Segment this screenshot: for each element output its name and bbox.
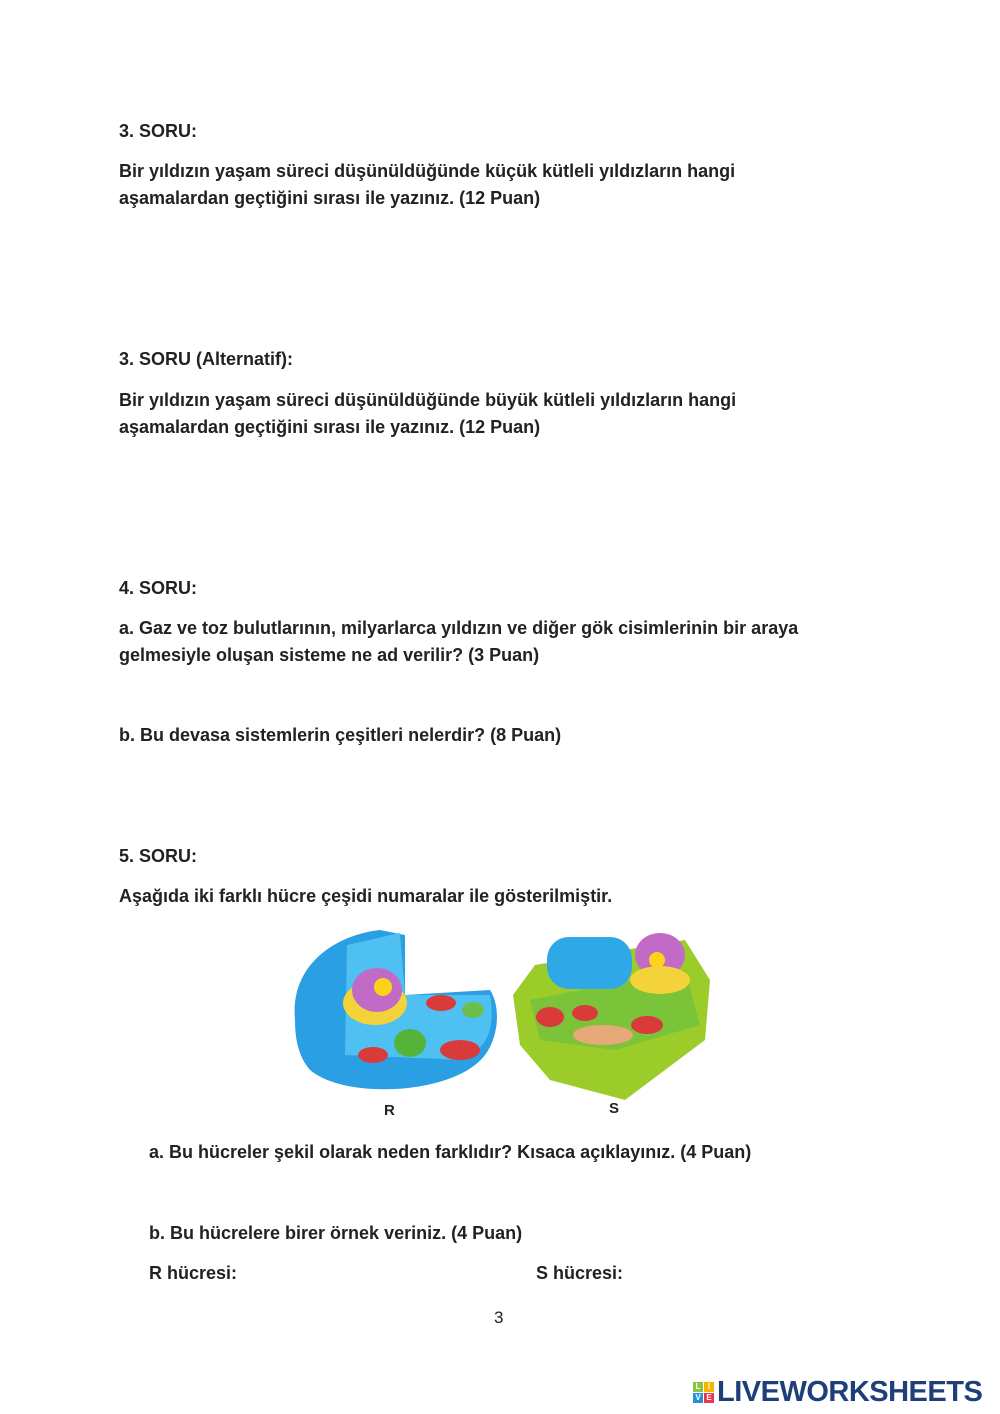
- q5b-text: b. Bu hücrelere birer örnek veriniz. (4 Puan): [149, 1223, 523, 1243]
- liveworksheets-logo[interactable]: [693, 1376, 982, 1409]
- cell-illustration: [285, 925, 715, 1100]
- logo-text: LIVEWORKSHEETS: [717, 1376, 983, 1408]
- animal-cell-r: [295, 930, 497, 1089]
- logo-letter: V: [693, 1393, 703, 1403]
- logo-icon: [693, 1382, 714, 1403]
- s-cell-answer-label: S hücresi:: [536, 1263, 624, 1283]
- q5a-text: a. Bu hücreler şekil olarak neden farklıdır? Kısaca açıklayınız. (4 Puan): [149, 1142, 752, 1162]
- q4a-text-2: gelmesiyle oluşan sisteme ne ad verilir? (3 Puan): [119, 645, 540, 665]
- logo-letter: L: [693, 1382, 703, 1392]
- q3-text-2: aşamalardan geçtiğini sırası ile yazınız. (12 Puan): [119, 188, 541, 208]
- logo-letter: E: [704, 1393, 714, 1403]
- q4a-text-1: a. Gaz ve toz bulutlarının, milyarlarca yıldızın ve diğer gök cisimlerinin bir araya: [119, 618, 799, 638]
- page-number: 3: [494, 1308, 504, 1327]
- q5-title: 5. SORU:: [119, 846, 198, 866]
- q4b-text: b. Bu devasa sistemlerin çeşitleri nelerdir? (8 Puan): [119, 725, 562, 745]
- r-cell-answer-label: R hücresi:: [149, 1263, 238, 1283]
- q3-title: 3. SORU:: [119, 121, 198, 141]
- q3alt-text-2: aşamalardan geçtiğini sırası ile yazınız. (12 Puan): [119, 417, 541, 437]
- q5-intro: Aşağıda iki farklı hücre çeşidi numaralar ile gösterilmiştir.: [119, 886, 613, 906]
- q3-text-1: Bir yıldızın yaşam süreci düşünüldüğünde küçük kütleli yıldızların hangi: [119, 161, 736, 181]
- logo-letter: I: [704, 1382, 714, 1392]
- q3alt-text-1: Bir yıldızın yaşam süreci düşünüldüğünde büyük kütleli yıldızların hangi: [119, 390, 737, 410]
- cell-label-r: R: [384, 1102, 395, 1119]
- cell-label-s: S: [609, 1100, 620, 1117]
- q4-title: 4. SORU:: [119, 578, 198, 598]
- plant-cell-s: [513, 933, 710, 1100]
- q3alt-title: 3. SORU (Alternatif):: [119, 349, 294, 369]
